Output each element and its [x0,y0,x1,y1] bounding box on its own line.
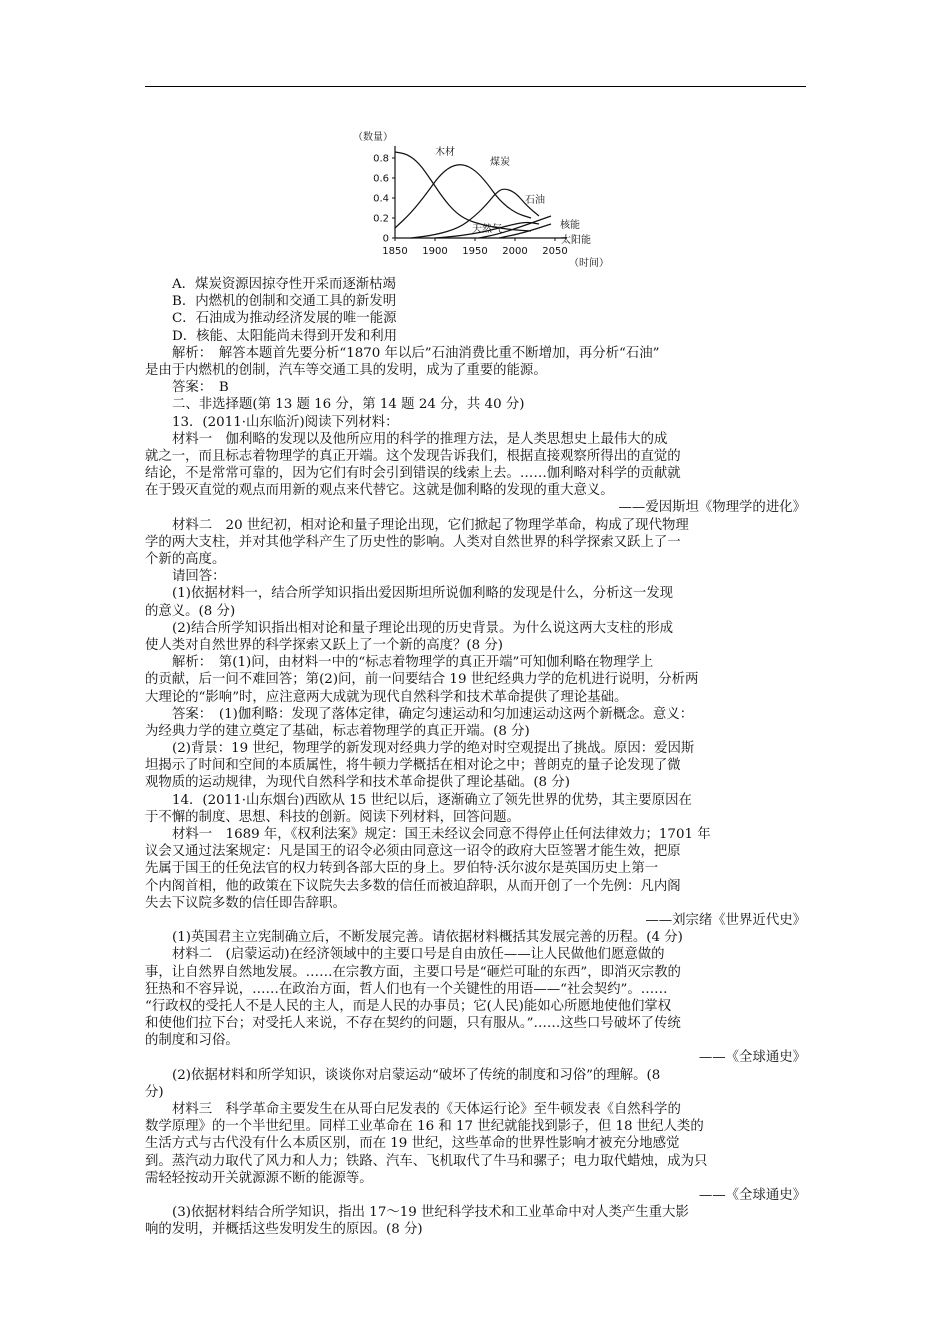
text-line: (2)依据材料和所学知识，谈谈你对启蒙运动“破坏了传统的制度和习俗”的理解。(8 [172,1067,661,1083]
text-line: 和使他们拉下台；对受托人来说，不存在契约的问题，只有服从。”……这些口号破坏了传统 [145,1016,681,1032]
header-rule [145,86,806,87]
x-tick-label: 1850 [382,246,408,257]
text-line: 使人类对自然世界的科学探索又跃上了一个新的高度？(8 分) [145,637,503,653]
energy-consumption-chart [345,128,609,280]
text-line: 二、非选择题(第 13 题 16 分，第 14 题 24 分，共 40 分) [172,397,525,413]
series-line [395,152,531,231]
series-label: 天然气 [472,224,502,235]
text-line: 材料三 科学革命主要发生在从哥白尼发表的《天体运行论》至牛顿发表《自然科学的 [172,1102,681,1117]
text-line: “行政权的受托人不是人民的主人，而是人民的办事员；它(人民)能如心所愿地使他们掌权 [145,998,672,1014]
text-line: 个新的高度。 [145,552,226,567]
x-tick-label: 2000 [502,246,528,257]
x-tick-label: 2050 [542,246,568,257]
text-line: 失去下议院多数的信任即告辞职。 [145,895,346,911]
text-line: 学的两大支柱，并对其他学科产生了历史性的影响。人类对自然世界的科学探索又跃上了一 [145,534,681,550]
y-tick-label: 0 [382,233,389,245]
text-line: 为经典力学的建立奠定了基础，标志着物理学的真正开端。(8 分) [145,723,530,739]
text-line: (2)背景：19 世纪，物理学的新发现对经典力学的绝对时空观提出了挑战。原因：爱因斯 [172,741,695,757]
text-line: 材料一 伽利略的发现以及他所应用的科学的推理方法，是人类思想史上最伟大的成 [172,431,668,447]
series-label: 木材 [435,147,455,158]
text-line: ——《全球通史》 [698,1050,806,1066]
x-axis-label: （时间） [569,258,609,269]
text-line: 坦揭示了时间和空间的本质属性，将牛顿力学概括在相对论之中；普朗克的量子论发现了微 [145,758,681,774]
text-line: ——刘宗绪《世界近代史》 [645,912,806,928]
series-label: 煤炭 [490,157,510,168]
text-line: 就之一，而且标志着物理学的真正开端。这个发现告诉我们，根据直接观察所得出的直觉的 [145,448,681,464]
text-line: A．煤炭资源因掠夺性开采而逐渐枯竭 [172,277,396,292]
text-line: 14．(2011·山东烟台)西欧从 15 世纪以后，逐渐确立了领先世界的优势，其主要原因在 [172,792,692,808]
text-line: 数学原理》的一个半世纪里。同样工业革命在 16 和 17 世纪就能找到影子，但 18 世纪人类的 [145,1119,704,1135]
text-line: ——爱因斯坦《物理学的进化》 [618,500,806,516]
text-line: 个内阁首相，他的政策在下议院失去多数的信任而被迫辞职，从而开创了一个先例：凡内阁 [145,878,681,894]
text-line: ——《全球通史》 [698,1187,806,1203]
text-line: 事，让自然界自然地发展。……在宗教方面，主要口号是“砸烂可耻的东西”，即消灭宗教的 [145,964,681,980]
x-tick-label: 1950 [462,246,488,257]
text-line: (1)依据材料一，结合所学知识指出爱因斯坦所说伽利略的发现是什么，分析这一发现 [172,586,674,602]
y-axis-label: （数量） [353,132,393,143]
text-line: 观物质的运动规律，为现代自然科学和技术革命提供了理论基础。(8 分) [145,775,570,791]
text-line: 大理论的“影响”时，应注意两大成就为现代自然科学和技术革命提供了理论基础。 [145,689,628,705]
document-body [145,276,806,1239]
text-line: 分) [145,1084,164,1100]
text-line: 于不懈的制度、思想、科技的创新。阅读下列材料，回答问题。 [145,809,520,825]
series-label: 核能 [560,220,580,231]
y-tick-label: 0.4 [373,193,389,205]
text-line: 材料二 (启蒙运动)在经济领域中的主要口号是自由放任——让人民做他们愿意做的 [172,947,665,963]
text-line: C．石油成为推动经济发展的唯一能源 [172,311,397,327]
text-line: 结论，不是常常可靠的，因为它们有时会引到错误的线索上去。……伽利略对科学的贡献就 [145,466,681,482]
text-line: (1)英国君主立宪制确立后，不断发展完善。请依据材料概括其发展完善的历程。(4 分) [172,930,683,946]
y-tick-label: 0.8 [373,153,389,165]
y-tick-label: 0.6 [373,173,389,185]
series-label: 太阳能 [561,235,591,246]
text-line: 的制度和习俗。 [145,1033,239,1049]
y-tick-label: 0.2 [373,213,389,225]
text-line: 在于毁灭直觉的观点而用新的观点来代替它。这就是伽利略的发现的重大意义。 [145,483,614,499]
text-line: 议会又通过法案规定：凡是国王的诏令必须由同意这一诏令的政府大臣签署才能生效，把原 [145,844,681,860]
text-line: 答案： (1)伽利略：发现了落体定律，确定匀速运动和匀加速运动这两个新概念。意义： [172,706,694,722]
text-line: (2)结合所学知识指出相对论和量子理论出现的历史背景。为什么说这两大支柱的形成 [172,620,674,636]
text-line: 的意义。(8 分) [145,603,236,619]
text-line: (3)依据材料结合所学知识，指出 17～19 世纪科学技术和工业革命中对人类产生重大影 [172,1205,689,1221]
text-line: 材料二 20 世纪初，相对论和量子理论出现，它们掀起了物理学革命，构成了现代物理 [172,517,689,533]
text-line: 狂热和不容异说，……在政治方面，哲人们也有一个关键性的用语——“社会契约”。…… [145,981,668,997]
text-line: 解析： 解答本题首先要分析“1870 年以后”石油消费比重不断增加，再分析“石油” [172,345,660,361]
series-line [395,165,531,228]
text-line: 请回答： [172,569,226,585]
text-line: 响的发明，并概括这些发明发生的原因。(8 分) [145,1222,423,1238]
text-line: D．核能、太阳能尚未得到开发和利用 [172,328,397,344]
text-line: B．内燃机的创制和交通工具的新发明 [172,294,397,310]
text-line: 先属于国王的任免法官的权力转到各部大臣的身上。罗伯特·沃尔波尔是英国历史上第一 [145,861,659,877]
text-line: 13．(2011·山东临沂)阅读下列材料： [172,414,399,430]
text-line: 答案： B [172,380,229,396]
text-line: 需轻轻按动开关就源源不断的能源等。 [145,1170,373,1186]
text-line: 生活方式与古代没有什么本质区别，而在 19 世纪，这些革命的世界性影响才被充分地感觉 [145,1136,680,1152]
text-line: 的贡献，后一问不难回答；第(2)问，前一问要结合 19 世纪经典力学的危机进行说明，分析两 [145,672,699,688]
text-line: 解析： 第(1)问，由材料一中的“标志着物理学的真正开端”可知伽利略在物理学上 [172,655,654,671]
text-line: 到。蒸汽动力取代了风力和人力；铁路、汽车、飞机取代了牛马和骡子；电力取代蜡烛，成为只 [145,1153,708,1169]
text-line: 是由于内燃机的创制，汽车等交通工具的发明，成为了重要的能源。 [145,362,547,378]
text-line: 材料一 1689 年，《权利法案》规定：国王未经议会同意不得停止任何法律效力；1701 年 [172,827,711,842]
chart-series-labels [435,145,591,246]
series-label: 石油 [525,195,545,206]
x-tick-label: 1900 [422,246,448,257]
